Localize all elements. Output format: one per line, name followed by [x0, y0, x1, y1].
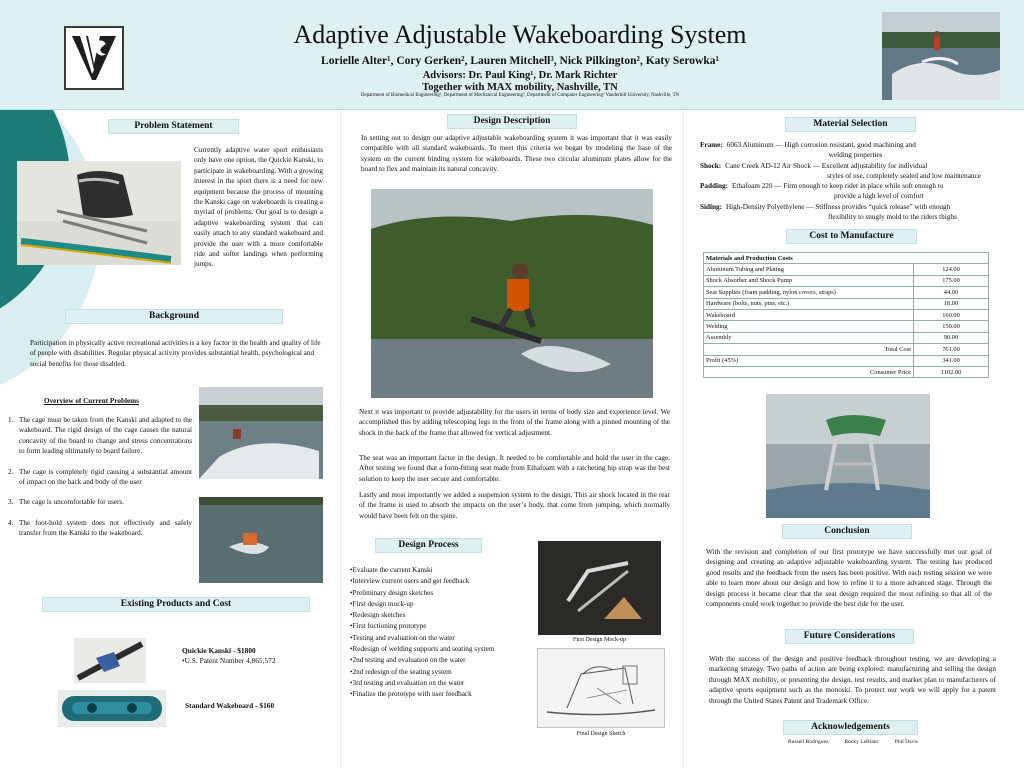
list-item: •Redesign sketches [350, 611, 406, 620]
standard-wakeboard-photo [58, 690, 166, 727]
kanski-water-photo-2 [199, 497, 323, 583]
table-row-price: Consumer Price 1102.00 [704, 366, 989, 377]
ack-name: Phil Davis [894, 739, 918, 745]
list-item: •First design mock-up [350, 599, 414, 608]
overview-heading: Overview of Current Problems [44, 397, 139, 405]
design-description-heading: Design Description [447, 114, 577, 129]
material-list [700, 140, 1000, 222]
table-row: Wakeboard 160.00 [704, 309, 989, 320]
poster-departments: Department of Biomedical Engineering¹, Department of Mechanical Engineering², Department of Computer Engineering³ Vanderbilt University, Nashville, TN [360, 93, 680, 98]
list-item: •Interview current users and get feedback [350, 577, 470, 586]
table-row: Shock Absorber and Shock Pump 175.00 [704, 275, 989, 286]
problem-statement-text: Currently adaptive water sport enthusiasts only have one option, the Quickie Kanski, to participate in wakeboarding. With a growing interest in the sport there is a need for new equipment because the process of mounting the Kanski cage on wakeboards is creating a myriad of problems. Our goal is to design a adaptive wakeboarding system that can easily attach to any standard wakeboard and provide the user with a more comfortable ride and softer landings when performing jumps. [194, 146, 323, 269]
partner-line: Together with MAX mobility, Nashville, TN [422, 82, 618, 93]
column-divider-right [683, 110, 684, 768]
list-item: 1. The cage must be taken from the Kanski and adapted to the wakeboard. The rigid design of the cage causes the natural concavity of the board to change and stress concentrations to form leading ultimately to board failure. [8, 416, 192, 456]
list-item: •Redesign of welding supports and seating system [350, 645, 495, 654]
list-item: •3rd testing and evaluation on the water [350, 678, 465, 687]
acknowledgements-names [788, 739, 918, 745]
background-text: Participation in physically active recreational activities is a key factor in the health and quality of life of people with disabilities. Regular physical activity provides substantial health, psychological and social benefits for those disabled. [30, 339, 321, 368]
list-item: •2nd redesign of the seating system [350, 667, 452, 676]
table-row: Welding 150.00 [704, 321, 989, 332]
conclusion-text: With the revision and completion of our first prototype we have successfully met our goal of designing and creating an adaptive adjustable wakeboarding system. The testing has produced good results and the feedback from the users has been positive. With each testing session we were able to learn more about our design and how to refine it to a more advanced stage. Through the design process it became clear that the seat design required the most refining so that all of the components could work together to provide the best ride for the user. [706, 548, 992, 609]
list-item: •Evaluate the current Kanski [350, 566, 433, 574]
vanderbilt-logo [64, 26, 124, 90]
kanski-cage-photo [17, 161, 181, 265]
list-item: •Testing and evaluation on the water [350, 633, 455, 642]
design-process-list [350, 565, 540, 701]
list-item: 3. The cage is uncomfortable for users. [8, 498, 124, 507]
first-mockup-photo [538, 541, 661, 635]
list-item: 4. The foot-hold system does not effectively and safely transfer from the Kanski to the wakeboard. [8, 518, 192, 538]
material-siding: Siding: High-Density Polyethylene — Stiffness provides “quick release” with enough flexibility to snugly mold to the riders thighs [700, 202, 957, 222]
wakeboard-action-photo [882, 12, 1000, 100]
kanski-product-info [182, 646, 322, 667]
problem-statement-heading: Problem Statement [108, 119, 239, 134]
wakeboard-price: Standard Wakeboard - $160 [185, 701, 275, 710]
future-considerations-heading: Future Considerations [785, 629, 914, 644]
ack-name: Rocky LeBlanc [844, 739, 879, 745]
existing-products-heading: Existing Products and Cost [42, 597, 310, 612]
list-item: 2. The cage is completely rigid causing a substantial amount of impact on the back and body of the user [8, 467, 192, 487]
material-frame: Frame: 6063 Aluminum — High corrosion resistant, good machining and welding properties [700, 141, 916, 160]
material-shock: Shock: Cane Creek AD-12 Air Shock — Excellent adjustability for individual styles of use, completely sealed and low maintenance [700, 161, 981, 180]
design-seat-text: The seat was an important factor in the design. It needed to be comfortable and hold the user in the cage. After testing we found that a form-fitting seat made from Ethafoam with a ratcheting hip strap was the best solution to keep the user secure and comfortable. [359, 454, 670, 483]
table-row: Assembly 90.00 [704, 332, 989, 343]
column-divider-left [340, 110, 341, 768]
design-intro-text: In setting out to design our adaptive adjustable wakeboarding system it was important that it was easily compatible with all standard wakeboards. To meet this criteria we began by modeling the base of the system on the current binding system for wakeboards. These two circular aluminum plates allow for the board to flex and maintain its natural concavity. [361, 134, 672, 174]
cost-table [703, 252, 989, 378]
prototype-photo [766, 394, 930, 518]
design-adjustability-text: Next it was important to provide adjustability for the users in terms of body size and experience level. We accomplished this by adding telescoping legs in the front of the frame along with a pinned mounting of the shock in the back of the frame that allowed for vertical adjustment. [359, 408, 670, 437]
poster-title: Adaptive Adjustable Wakeboarding System [293, 20, 747, 49]
ack-name: Russell Rodriguez [788, 739, 829, 745]
list-item: •Finalize the prototype with user feedback [350, 690, 472, 699]
table-row: Aluminum Tubing and Plating 124.00 [704, 264, 989, 275]
kanski-price: Quickie Kanski - $1800 [182, 646, 256, 655]
future-considerations-text: With the success of the design and positive feedback throughout testing, we are developing a marketing strategy. Two paths of action are being explored: manufacturing and selling the design through MAX mobility, or presenting the design, test results, and market plan to manufacturers of adaptive sports equipment such as the monoski. To protect our work we will apply for a patent through the United States Patent and Trademark Office. [709, 655, 996, 705]
background-heading: Background [65, 309, 283, 324]
table-row-total: Total Cost 761.00 [704, 344, 989, 355]
conclusion-heading: Conclusion [782, 524, 912, 539]
design-process-heading: Design Process [375, 538, 482, 553]
design-suspension-text: Lastly and most importantly we added a suspension system to the design. This air shock located in the rear of the frame is used to absorb the impacts on the user’s body, that come from jumping, which normally would have been felt on the spine. [359, 491, 670, 520]
kanski-patent: •U.S. Patent Number 4,865,572 [182, 656, 276, 666]
sketch-caption: Final Design Sketch [576, 731, 626, 737]
poster-authors: Lorielle Alter¹, Cory Gerken², Lauren Mitchell³, Nick Pilkington², Katy Serowka¹ [321, 55, 719, 67]
acknowledgements-heading: Acknowledgements [783, 720, 918, 735]
quickie-kanski-photo [74, 638, 146, 683]
poster-advisors [200, 70, 840, 94]
material-selection-heading: Material Selection [785, 117, 916, 132]
poster-header [0, 0, 1024, 110]
material-padding: Padding: Ethafoam 220 — Firm enough to keep rider in place while soft enough to provide a high level of comfort [700, 182, 944, 201]
table-row: Hardware (bolts, nuts, pins, etc.) 18.00 [704, 298, 989, 309]
list-item: •First fuctioning prototype [350, 622, 427, 631]
mockup-caption: First Design Mock-up [573, 637, 626, 643]
current-problems-list [8, 415, 192, 549]
advisors-line: Advisors: Dr. Paul King¹, Dr. Mark Richter [422, 70, 618, 81]
kanski-water-photo-1 [199, 387, 323, 479]
list-item: •Preliminary design sketches [350, 588, 434, 597]
wakeboard-jump-photo [371, 189, 653, 398]
final-sketch-drawing [537, 648, 665, 728]
list-item: •2nd testing and evaluation on the water [350, 656, 466, 665]
cost-table-title: Materials and Production Costs [704, 253, 989, 264]
cost-heading: Cost to Manufacture [786, 229, 917, 244]
vanderbilt-v-icon [72, 34, 116, 82]
table-row: Seat Supplies (foam padding, nylon covers, straps) 44.00 [704, 287, 989, 298]
table-row-profit: Profit (45%) 341.00 [704, 355, 989, 366]
